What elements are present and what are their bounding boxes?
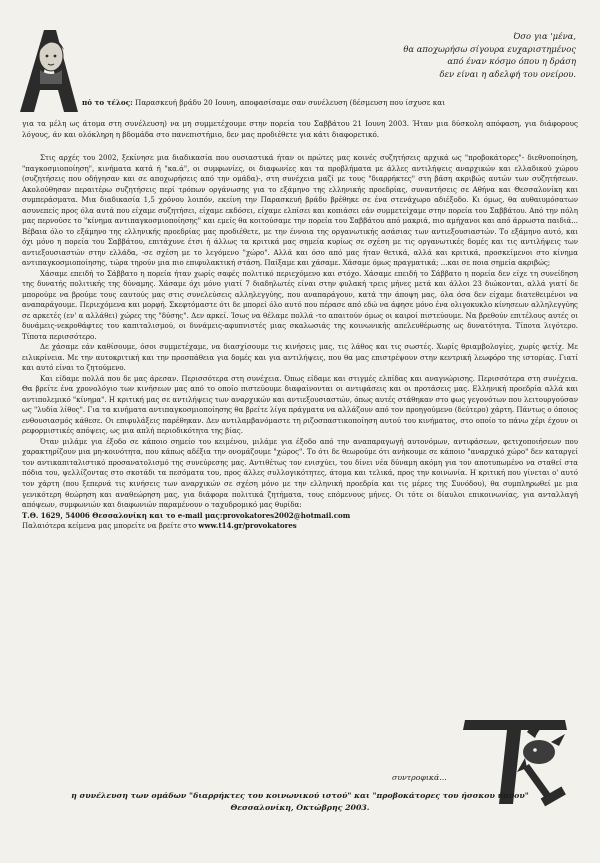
- intro-continuation: για τα μέλη ως άτομα στη συνέλευση) να μη συμμετέχουμε στην πορεία του Σαββάτου 21 Ιουνη 2003. Ήταν μια δύσκολη απόφαση, για διάφορους λόγους, άν και ολόκληρη η βδομάδα στο πανεπιστήμιο, δεν μας προδιέθετε για κάτι διαφορετικό.: [22, 119, 578, 139]
- contact-address: Τ.Θ. 1629, 54006 Θεσσαλονίκη και το e-mail μας:provokatores2002@hotmail.com: [22, 510, 351, 520]
- contact-block: [22, 511, 578, 532]
- closing-text: συντροφικά...: [392, 773, 447, 782]
- contact-web-line: [22, 521, 578, 532]
- paragraph: Χάσαμε επειδή το Σάββατο η πορεία ήταν χωρίς σαφές πολιτικό περιεχόμενο και στόχο. Χάσαμε επειδή το Σάββατο η πορεία δεν είχε τη συνείδηση της δυνατής πολιτικής της δύναμης. Χάσαμε όχι μόνο γιατί 7 διαδηλωτές είναι στην φυλακή τρεις μήνες μετά και άλλοι 23 διώκονται, αλλά γιατί δε μπορούμε να βρούμε τους εαυτούς μας στις συνελεύσεις αλληλεγγύης, που αναπαράγουν, κατά την άποψη μας, όλα όσα δεν είχαμε διατεθειμένοι να αναπαράγουμε. Περιεχόμενα και μορφή. Σκεφτόμαστε ότι δε μπορεί όλο αυτό που πέρασε από εδώ να άφησε μόνο ένα ολιγοκυκλο κίνησεων αλληλεγγύης σε αρκετές (εν' α αλλάθει) χώρες της "δύσης". Δεν αρκεί. Ίσως να θέλαμε πολλά -το απαιτούν όμως οι καιροί πιστεύουμε. Να βρεθούν επιτέλους αυτές οι δυνάμεις-νεκροθάφτες του καπιταλισμού, οι δυνάμεις-αφυπνιστές μιας σκαλωσιάς της κοινωνικής απελευθέρωσης ως δυνατότητα. Τίποτα λιγότερο. Τίποτα περισσότερο.: [22, 268, 578, 341]
- epigraph-line: Όσο για 'μένα,: [513, 31, 576, 41]
- signature-date: Θεσσαλονίκη, Οκτώβρης 2003.: [230, 803, 370, 812]
- intro-lead: πό το τέλος:: [82, 98, 133, 107]
- dropcap-illustration: [18, 26, 80, 114]
- paragraph: Όταν μιλάμε για έξοδο σε κάποιο σημείο του κειμένου, μιλάμε για έξοδο από την αναπαραγωγή αυτονόμων, αντιφάσεων, φετιχοποιήσεων που χαρακτηρίζουν μια μη-κοινότητα, που κάπως αδέξια την ονομάζουμε "χώρος". Το ότι δε θεωρούμε ότι ανήκουμε σε κάποιο "αναρχικό χώρο" δεν καταργεί τον αντικαπιταλιστικό προσανατολισμό της συνεύρεσης μας. Αντιθέτως τον ενισχύει, του δίνει νέα δύναμη ακόμη για τον αποτυπωμένο να σταθεί στα πόδια του, ψελλίζοντας στο σκοτάδι τα πεσόματα του, προς άλλες συλλογικότητες, άτομα και τελικά, προς την κοινωνία. Η κριτική που γίνεται ο' αυτό τον χάρτη (που ξεπερνά τις κινήσεις των αναρχικών σε σχέση μόνο με την ελληνική προεδρία και τις μέρες της Συνόδου), θα συμπληρωθεί με μια γενικότερη θεώρηση και αναθεώρηση μας, για διάφορα πολιτικά ζητήματα, τους επόμενους μήνες. Οι τότε οι δίαυλοι επικοινωνίας, για ανταλλαγή απόψεων, συμφωνιών και διαφωνιών παραμένουν ο ταχυδρομικό μας θυρίδα:: [22, 436, 578, 510]
- paragraph: Δε χάσαμε εάν καθίσουμε, όσοι συμμετέχαμε, να διασχίσουμε τις κινήσεις μας, τις λάθος και τις σωστές. Χωρίς θριαμβολογίες, χωρίς φετίχ. Με ειλικρίνεια. Με την αυτοκριτική και την προσπάθεια για δομές και για αντιλήψεις, που θα μας επιστρέψουν στην κεντρική λεωφόρο της ιστορίας. Γιατί και αυτό είναι το ζητούμενο.: [22, 342, 578, 373]
- article-body: [22, 153, 578, 532]
- epigraph-line: από έναν κόσμο όπου η δράση: [447, 56, 576, 66]
- paragraph: Και είδαμε πολλά που δε μας άρεσαν. Περισσότερα στη συνέχεια. Όπως είδαμε και στιγμές ελπίδας και αναγνώρισης. Περισσότερα στη συνέχεια. Θα βρείτε ένα χρονολόγιο των κινήσεων μας από το οποίο πιστεύουμε διαφαίνονται οι αντιφάσεις και οι προτάσεις μας. Ελληνική προεδρία αλλά και αντιπολεμικό "κίνημα". Η κριτική μας σε αντιλήψεις των αναρχικών και αντιεξουσιαστών, όπως αυτές στάθηκαν στο φως γεγονότων που λειτουργούσαν ως "λυδία λίθος". Για τα κινήματα αντιπαγκοσμιοποίησης θα βρείτε λίγα πράγματα να αλλάζουν από τον προηγούμενο (δεύτερο) χάρτη. Πάντως ο όποιος ενθουσιασμός κάθεσε. Οι επιφυλάξεις παρέθηκαν. Δεν αντιλαμβανόμαστε τη ριζοσπαστικοποίηση αυτού του κινήματος, στο οποίο το πάνω χέρι έχουν οι ρεφορμιστικές απόψεις, ως μια απλή περιοδικότητα της βίας.: [22, 373, 578, 436]
- signature-line: η συνέλευση των ομάδων "διαρρήκτες του κοινωνικού ιστού" και "προβοκάτορες του ήσσκου ύπνου": [71, 791, 529, 800]
- paragraph: Στις αρχές του 2002, ξεκίνησε μια διαδικασία που ουσιαστικά ήταν οι πρώτες μας κοινές συζητήσεις αρχικά ως "προβοκάτορες"- διεθνοποίηση, "παγκοσμιοποίηση", κινήματα κατά ή "κα.ά", οι συμφωνίες, οι διαφωνίες και τα προβλήματα με άλλες αντιλήψεις αναρχικών και ελλαδικού χώρου (συζητήσεις που οδήγησαν και σε αποχωρήσεις από την ομάδα)-, στη συνέχεια μαζί με τους "διαρρήκτες" στη βάση ακριβώς αυτών των συζητήσεων. Ακολούθησαν περαιτέρω συζητήσεις περί τρόπων οργάνωσης για το εξάμηνο της ελληνικής προεδρίας, συναντήσεις σε Αθήνα και Θεσσαλονίκη και συμπεράσματα. Μια διαδικασία 1,5 χρόνου λοιπόν, εκείνη την Παρασκευή βράδυ βρέθηκε σε ένα στενάχωρο αδιέξοδο. Κι όμως, θα αυθαιυμόσατων ασυνεπείς προς όλα αυτά που είχαμε συζητήσει, είχαμε εκδόσει, είχαμε ελπίσει και κοπιάσει εάν συμμετείχαμε στην πορεία του Σαββάτου. Από την πόλη μας περνούσε το "κίνημα αντιπαγκοσμιοποίησης" και εμείς θα κοιτούσαμε την πορεία του Σαββάτου από μακριά, πιο αμήχανοι και από άρρωστα παιδιά... Βέβαια όλο το εξάμηνο της ελληνικής προεδρίας μας προδιέθετε, με την έννοια της οργανωτικής ασάσιας των αντιεξουσιαστών. Το εξάμηνο αυτό, και όχι μόνο η πορεία του Σαββάτου, επιτάχυνε έτσι ή άλλως τα κριτικά μας σημεία κυρίως σε σχέση με τις οργανωτικές δομές και τις αντιλήψεις των αντιεξουσιαστών στην ελλάδα, -σε σχέση με το λεγόμενο "χώρο". Αλλά και όσο από μας ήταν θετικά, αλλά και κριτικά, προσκείμενοι στο κίνημα αντιπαγκοσμιοποίησης, τώρα τηρούν μια πιο επιφυλακτική στάση. Παίξαμε και χάσαμε. Χάσαμε όμως πραγματικά; ...και σε ποια σημεία ακριβώς;: [22, 153, 578, 268]
- epigraph-line: θα αποχωρήσω σίγουρα ευχαριστημένος: [403, 43, 576, 54]
- intro-text: Παρασκευή βράδυ 20 Ιουνη, αποφασίσαμε σαν συνέλευση (δέσμευση που ίσχυσε και: [132, 98, 445, 107]
- epigraph-line: δεν είναι η αδελφή του ονείρου.: [439, 68, 576, 79]
- signature: [0, 790, 600, 814]
- epigraph: [316, 30, 576, 80]
- contact-web-url[interactable]: www.t14.gr/provokatores: [198, 521, 297, 531]
- intro-first-line: [82, 98, 578, 109]
- contact-web-prefix: Παλαιότερα κείμενα μας μπορείτε να βρείτε στο: [22, 521, 199, 531]
